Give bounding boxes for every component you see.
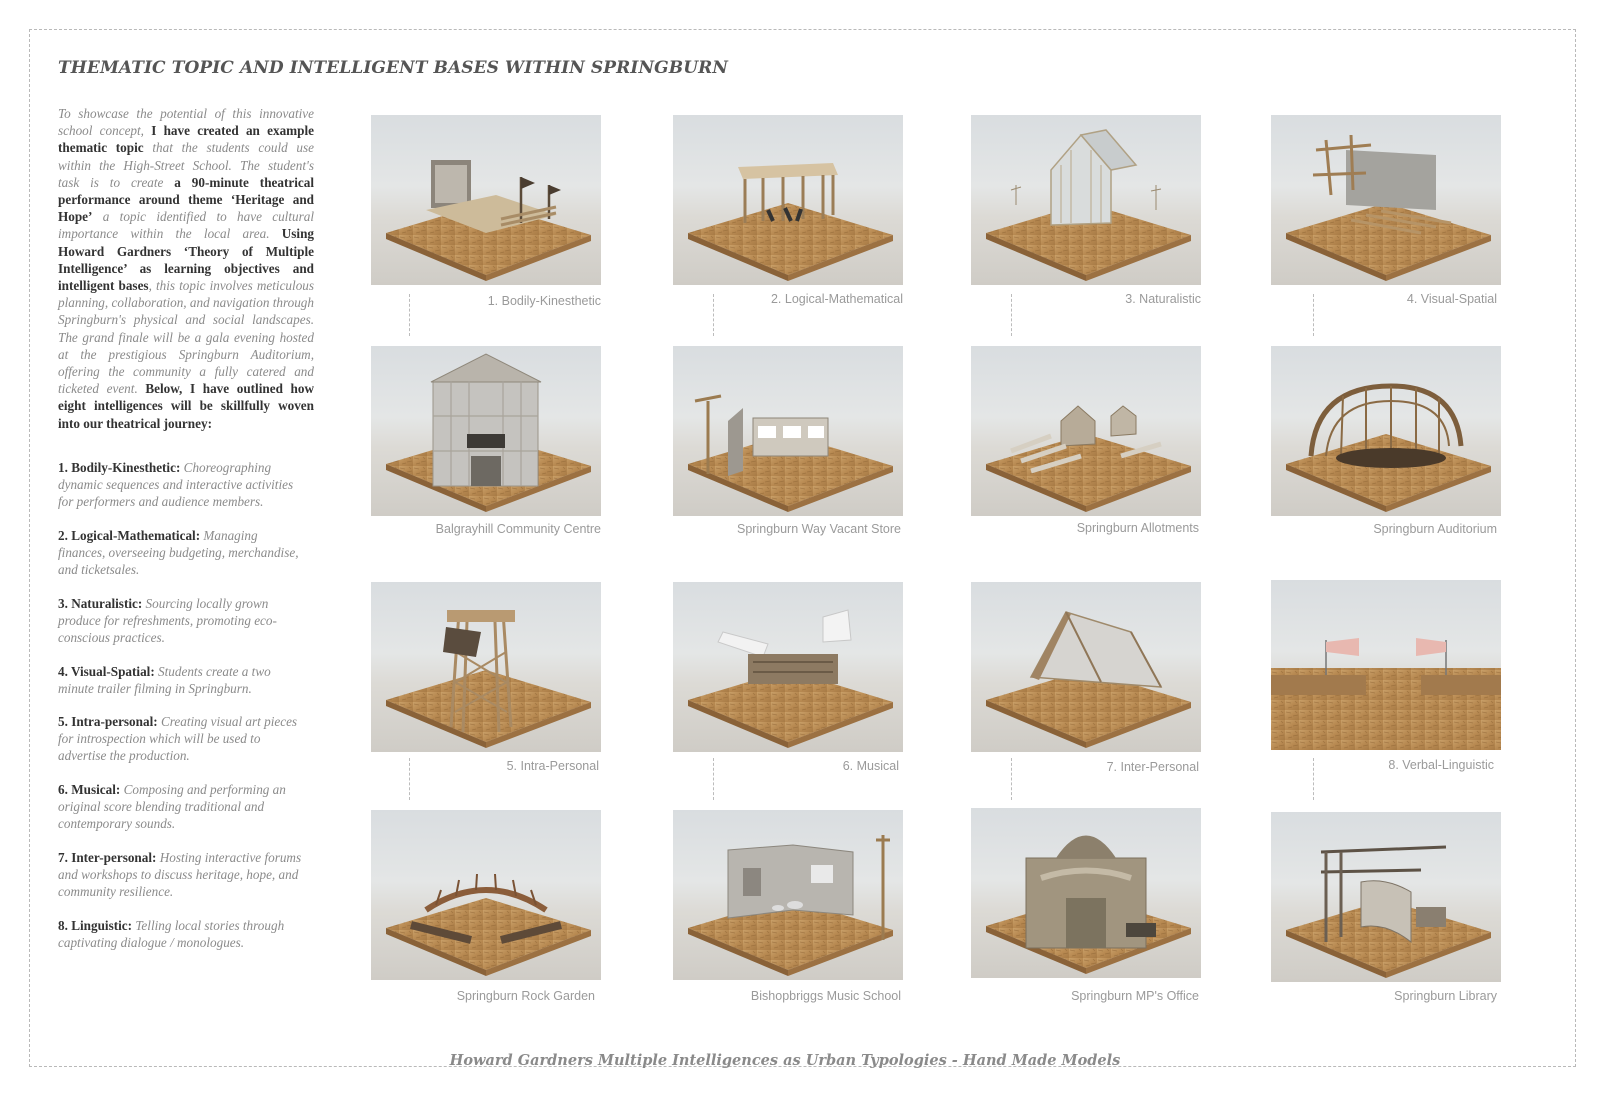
library-model-photo (1271, 812, 1501, 982)
library-model-icon (1271, 812, 1501, 982)
vacant-store-model-photo (673, 346, 903, 516)
intelligence-item-logical-mathematical (58, 527, 308, 579)
intelligence-description: Managing finances, overseeing budgeting, merchandise, and ticketsales. (58, 528, 299, 578)
model-caption: 8. Verbal-Linguistic (1388, 758, 1494, 772)
model-caption: Springburn Way Vacant Store (737, 522, 901, 536)
intelligence-item-visual-spatial (58, 663, 308, 697)
stage-model-icon (371, 115, 601, 285)
community-centre-model-icon (371, 346, 601, 516)
allotments-model-icon (971, 346, 1201, 516)
intro-segment: a 90-minute theatrical performance around theme ‘Heritage and Hope’ (58, 174, 314, 225)
intelligence-description: Composing and performing an original score blending traditional and contemporary sounds. (58, 782, 286, 832)
intelligence-label: 3. Naturalistic: (58, 596, 143, 611)
allotments-model-photo (971, 346, 1201, 516)
tower-model-photo (371, 582, 601, 752)
screen-frame-model-photo (1271, 115, 1501, 285)
connector-line (409, 294, 410, 336)
model-caption: 6. Musical (842, 759, 899, 773)
greenhouse-model-photo (971, 115, 1201, 285)
bridge-garden-model-icon (371, 810, 601, 980)
connector-line (1011, 758, 1012, 800)
model-caption: Springburn Library (1394, 989, 1497, 1003)
horn-stage-model-photo (673, 582, 903, 752)
connector-line (409, 758, 410, 800)
greenhouse-model-icon (971, 115, 1201, 285)
intelligence-item-intra-personal (58, 713, 308, 765)
model-caption: 3. Naturalistic (1125, 292, 1201, 306)
intro-segment: I have created an example thematic topic (58, 123, 314, 156)
auditorium-model-icon (1271, 346, 1501, 516)
model-caption: Springburn Allotments (1076, 521, 1199, 535)
model-caption: 1. Bodily-Kinesthetic (487, 294, 601, 308)
pavilion-model-icon (673, 115, 903, 285)
intro-paragraph (58, 105, 314, 432)
intelligence-description: Hosting interactive forums and workshops to discuss heritage, hope, and community resilience. (58, 850, 302, 900)
model-caption: 4. Visual-Spatial (1406, 292, 1497, 306)
intelligence-description: Students create a two minute trailer filming in Springburn. (58, 664, 271, 697)
connector-line (1313, 294, 1314, 336)
intelligence-label: 6. Musical: (58, 782, 121, 797)
intelligence-label: 2. Logical-Mathematical: (58, 528, 201, 543)
community-centre-model-photo (371, 346, 601, 516)
intelligence-description: Telling local stories through captivating dialogue / monologues. (58, 918, 285, 951)
intelligence-label: 1. Bodily-Kinesthetic: (58, 460, 181, 475)
stage-model-photo (371, 115, 601, 285)
a-frame-model-icon (971, 582, 1201, 752)
model-caption: 2. Logical-Mathematical (770, 292, 903, 306)
auditorium-model-photo (1271, 346, 1501, 516)
footer-caption: Howard Gardners Multiple Intelligences as Urban Typologies - Hand Made Models (449, 1052, 1121, 1069)
connector-line (1313, 758, 1314, 800)
connector-line (713, 758, 714, 800)
intelligence-label: 7. Inter-personal: (58, 850, 157, 865)
tower-model-icon (371, 582, 601, 752)
intelligence-description: Sourcing locally grown produce for refreshments, promoting eco-conscious practices. (58, 596, 277, 646)
model-caption: Balgrayhill Community Centre (435, 522, 601, 536)
intelligence-description: Creating visual art pieces for introspection which will be used to advertise the production. (58, 714, 298, 764)
intelligence-label: 5. Intra-personal: (58, 714, 158, 729)
music-school-model-icon (673, 810, 903, 980)
intelligence-item-linguistic (58, 917, 308, 951)
model-caption: Springburn Auditorium (1373, 522, 1497, 536)
bridge-garden-model-photo (371, 810, 601, 980)
intro-segment: a topic identified to have cultural importance within the local area. (58, 209, 314, 242)
music-school-model-photo (673, 810, 903, 980)
horn-stage-model-icon (673, 582, 903, 752)
intelligence-item-inter-personal (58, 849, 308, 901)
model-caption: 7. Inter-Personal (1106, 760, 1199, 774)
mp-office-model-icon (971, 808, 1201, 978)
connector-line (1011, 294, 1012, 336)
pavilion-model-photo (673, 115, 903, 285)
intelligence-label: 4. Visual-Spatial: (58, 664, 155, 679)
intelligence-label: 8. Linguistic: (58, 918, 133, 933)
vacant-store-model-icon (673, 346, 903, 516)
intelligence-item-naturalistic (58, 595, 308, 647)
intro-segment: Using Howard Gardners ‘Theory of Multiple Intelligence’ as learning objectives and intelligent bases (58, 226, 314, 294)
model-caption: Springburn Rock Garden (456, 989, 595, 1003)
intro-segment: , this topic involves meticulous planning, collaboration, and navigation through Springburn's physical and social landscapes. The grand finale will be a gala evening hosted at the prestigious Springburn Auditorium, offering the community a fully catered and ticketed event. (58, 278, 315, 397)
page-title: THEMATIC TOPIC AND INTELLIGENT BASES WITHIN SPRINGBURN (58, 58, 728, 78)
intelligence-item-musical (58, 781, 308, 833)
connector-line (713, 294, 714, 336)
model-caption: Bishopbriggs Music School (750, 989, 901, 1003)
model-caption: 5. Intra-Personal (506, 759, 599, 773)
intro-segment: Below, I have outlined how eight intelligences will be skillfully woven into our theatrical journey: (58, 381, 314, 431)
a-frame-model-photo (971, 582, 1201, 752)
screen-frame-model-icon (1271, 115, 1501, 285)
intro-segment: that the students could use within the High-Street School. The student's task is to create (58, 140, 315, 190)
intelligence-description: Choreographing dynamic sequences and interactive activities for performers and audience members. (58, 460, 294, 510)
model-caption: Springburn MP's Office (1071, 989, 1199, 1003)
intelligence-item-bodily-kinesthetic (58, 459, 308, 511)
intro-segment: To showcase the potential of this innovative school concept, (58, 106, 314, 139)
mp-office-model-photo (971, 808, 1201, 978)
speaker-platforms-model-icon (1271, 580, 1501, 750)
speaker-platforms-model-photo (1271, 580, 1501, 750)
